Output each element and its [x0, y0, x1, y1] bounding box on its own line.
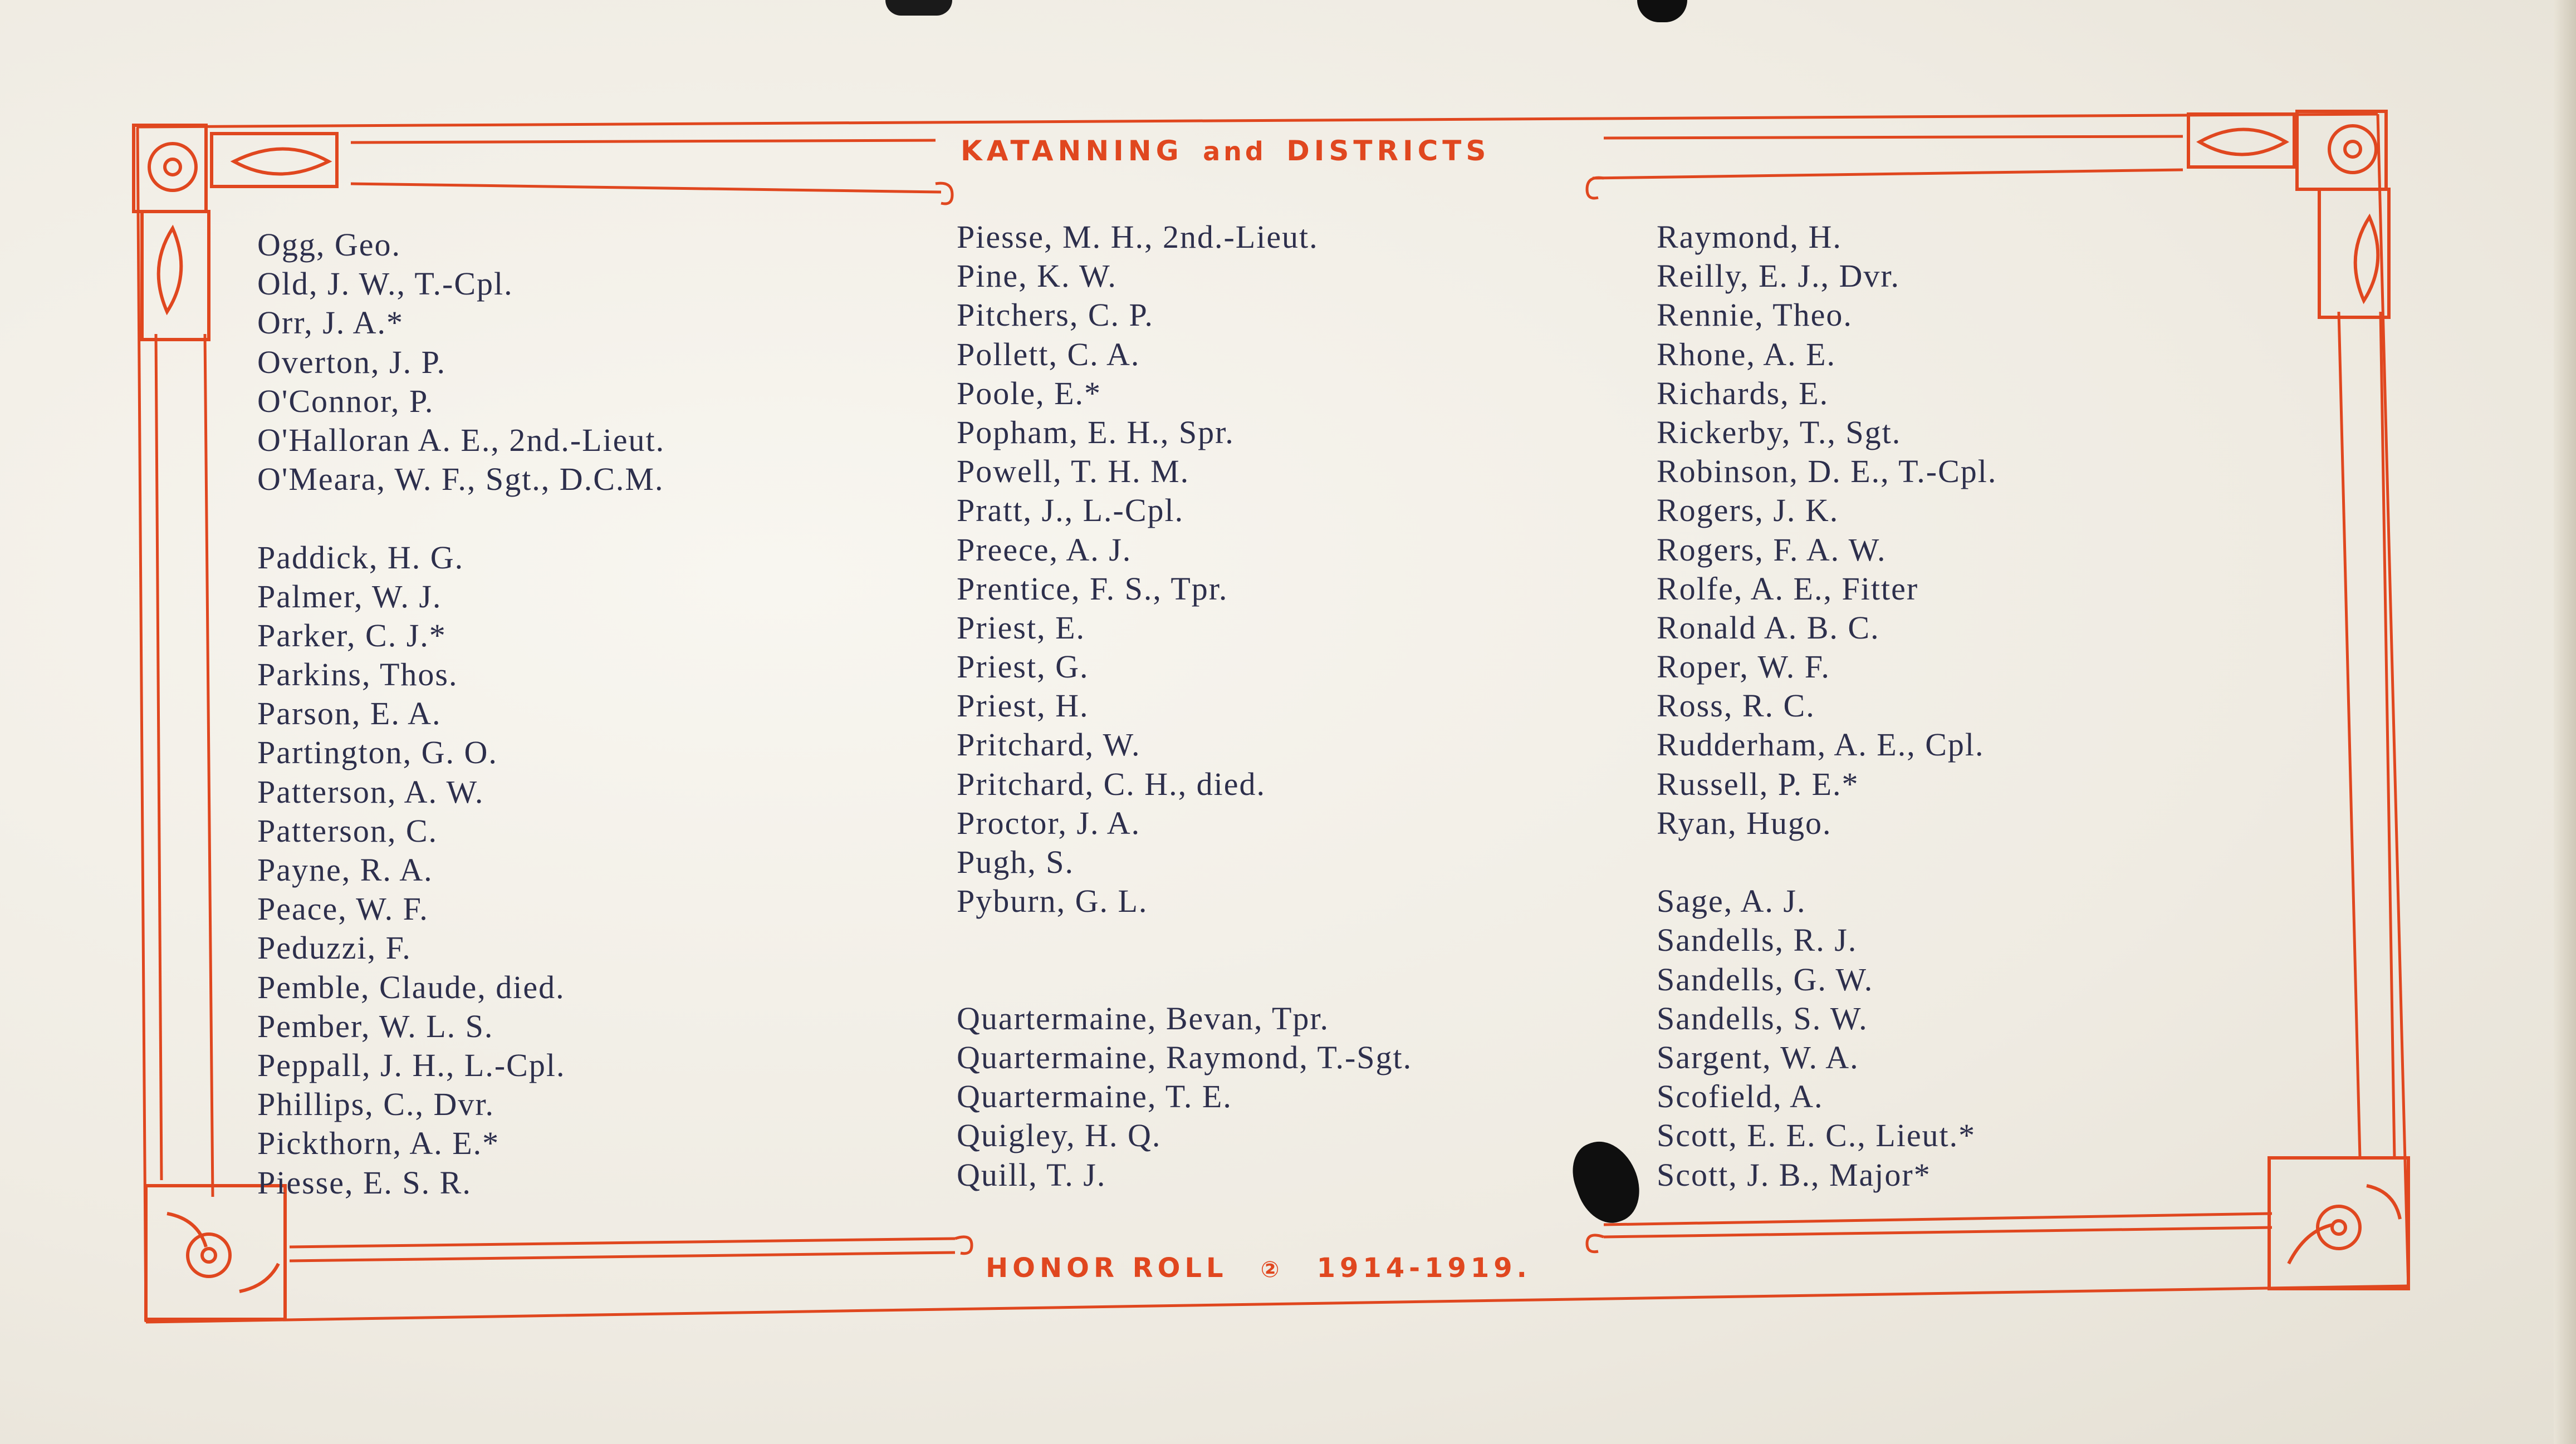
- roll-entry: Partington, G. O.: [257, 734, 498, 771]
- roll-entry: Patterson, C.: [257, 812, 438, 849]
- roll-entry: Popham, E. H., Spr.: [957, 414, 1235, 450]
- roll-entry: O'Halloran A. E., 2nd.-Lieut.: [257, 421, 665, 458]
- roll-entry: Pickthorn, A. E.*: [257, 1125, 500, 1162]
- roll-entry: Peppall, J. H., L.-Cpl.: [257, 1047, 566, 1083]
- column-spacer: [257, 499, 665, 538]
- roll-entry: Sandells, S. W.: [1657, 1000, 1868, 1037]
- roll-entry: Palmer, W. J.: [257, 578, 442, 615]
- punch-hole-top: [885, 0, 952, 16]
- roll-entry: Priest, H.: [957, 687, 1089, 724]
- roll-entry: Priest, E.: [957, 609, 1086, 646]
- roll-entry: Rickerby, T., Sgt.: [1657, 414, 1902, 450]
- page-footer: [986, 1253, 1531, 1284]
- roll-entry: Peduzzi, F.: [257, 930, 412, 966]
- roll-entry: Parkins, Thos.: [257, 656, 458, 693]
- roll-entry: Parker, C. J.*: [257, 617, 447, 654]
- roll-entry: Quartermaine, T. E.: [957, 1078, 1232, 1115]
- roll-entry: Rudderham, A. E., Cpl.: [1657, 726, 1985, 763]
- column-spacer: [957, 960, 1412, 999]
- roll-entry: Pine, K. W.: [957, 258, 1117, 294]
- column-spacer: [1657, 843, 1997, 882]
- roll-entry: Richards, E.: [1657, 375, 1829, 411]
- roll-entry: Pember, W. L. S.: [257, 1008, 494, 1044]
- roll-entry: Poole, E.*: [957, 375, 1102, 411]
- roll-entry: Ronald A. B. C.: [1657, 609, 1880, 646]
- roll-entry: Phillips, C., Dvr.: [257, 1086, 494, 1123]
- roll-entry: Quigley, H. Q.: [957, 1117, 1162, 1154]
- footer-years: 1914-1919.: [1316, 1253, 1531, 1284]
- roll-entry: Raymond, H.: [1657, 219, 1842, 255]
- roll-entry: Paddick, H. G.: [257, 539, 464, 576]
- roll-entry: Orr, J. A.*: [257, 304, 404, 341]
- roll-entry: Overton, J. P.: [257, 343, 446, 380]
- roll-entry: Sage, A. J.: [1657, 883, 1806, 920]
- roll-entry: Pemble, Claude, died.: [257, 969, 565, 1005]
- roll-entry: Quartermaine, Raymond, T.-Sgt.: [957, 1039, 1413, 1075]
- roll-entry: Ross, R. C.: [1657, 687, 1815, 724]
- page-heading: [961, 135, 1490, 167]
- roll-entry: Patterson, A. W.: [257, 773, 484, 810]
- roll-entry: Parson, E. A.: [257, 695, 442, 732]
- heading-word-katanning: KATANNING: [961, 135, 1183, 167]
- column-spacer: [957, 921, 1412, 960]
- roll-entry: Pugh, S.: [957, 844, 1075, 880]
- roll-entry: Powell, T. H. M.: [957, 453, 1190, 490]
- roll-entry: Rogers, F. A. W.: [1657, 531, 1887, 568]
- roll-entry: Reilly, E. J., Dvr.: [1657, 258, 1901, 294]
- roll-entry: Ryan, Hugo.: [1657, 804, 1832, 841]
- roll-entry: Pitchers, C. P.: [957, 297, 1154, 333]
- roll-entry: Sandells, G. W.: [1657, 961, 1874, 998]
- roll-entry: Ogg, Geo.: [257, 227, 401, 263]
- name-column-1: [257, 225, 665, 1202]
- name-column-2: [957, 218, 1412, 1195]
- roll-entry: Piesse, M. H., 2nd.-Lieut.: [957, 219, 1319, 255]
- roll-entry: Scott, J. B., Major*: [1657, 1156, 1931, 1193]
- roll-entry: Rennie, Theo.: [1657, 297, 1853, 333]
- roll-entry: Preece, A. J.: [957, 531, 1132, 568]
- roll-entry: Pyburn, G. L.: [957, 883, 1148, 920]
- name-column-3: [1657, 218, 1997, 1195]
- roll-entry: Rolfe, A. E., Fitter: [1657, 570, 1919, 607]
- roll-entry: Quartermaine, Bevan, Tpr.: [957, 1000, 1329, 1037]
- roll-entry: Priest, G.: [957, 649, 1089, 685]
- heading-connector: and: [1203, 136, 1267, 166]
- roll-entry: Roper, W. F.: [1657, 649, 1830, 685]
- roll-entry: Sargent, W. A.: [1657, 1039, 1859, 1075]
- roll-entry: Rhone, A. E.: [1657, 336, 1836, 372]
- roll-entry: Payne, R. A.: [257, 852, 433, 888]
- roll-entry: O'Meara, W. F., Sgt., D.C.M.: [257, 461, 664, 498]
- roll-entry: Proctor, J. A.: [957, 804, 1141, 841]
- roll-entry: Pritchard, W.: [957, 726, 1141, 763]
- roll-entry: Scofield, A.: [1657, 1078, 1824, 1115]
- roll-entry: Old, J. W., T.-Cpl.: [257, 266, 513, 302]
- roll-entry: Scott, E. E. C., Lieut.*: [1657, 1117, 1976, 1154]
- roll-entry: Pratt, J., L.-Cpl.: [957, 492, 1184, 529]
- footer-label: HONOR ROLL: [986, 1253, 1228, 1284]
- roll-entry: Pritchard, C. H., died.: [957, 765, 1266, 802]
- roll-entry: Sandells, R. J.: [1657, 922, 1858, 959]
- roll-entry: O'Connor, P.: [257, 382, 434, 419]
- footer-page-number: ②: [1260, 1257, 1284, 1283]
- heading-word-districts: DISTRICTS: [1286, 135, 1491, 167]
- roll-entry: Quill, T. J.: [957, 1156, 1106, 1193]
- roll-entry: Rogers, J. K.: [1657, 492, 1839, 529]
- roll-entry: Robinson, D. E., T.-Cpl.: [1657, 453, 1997, 490]
- roll-entry: Piesse, E. S. R.: [257, 1164, 472, 1201]
- roll-entry: Russell, P. E.*: [1657, 765, 1859, 802]
- roll-entry: Pollett, C. A.: [957, 336, 1140, 372]
- roll-entry: Peace, W. F.: [257, 891, 429, 927]
- roll-entry: Prentice, F. S., Tpr.: [957, 570, 1228, 607]
